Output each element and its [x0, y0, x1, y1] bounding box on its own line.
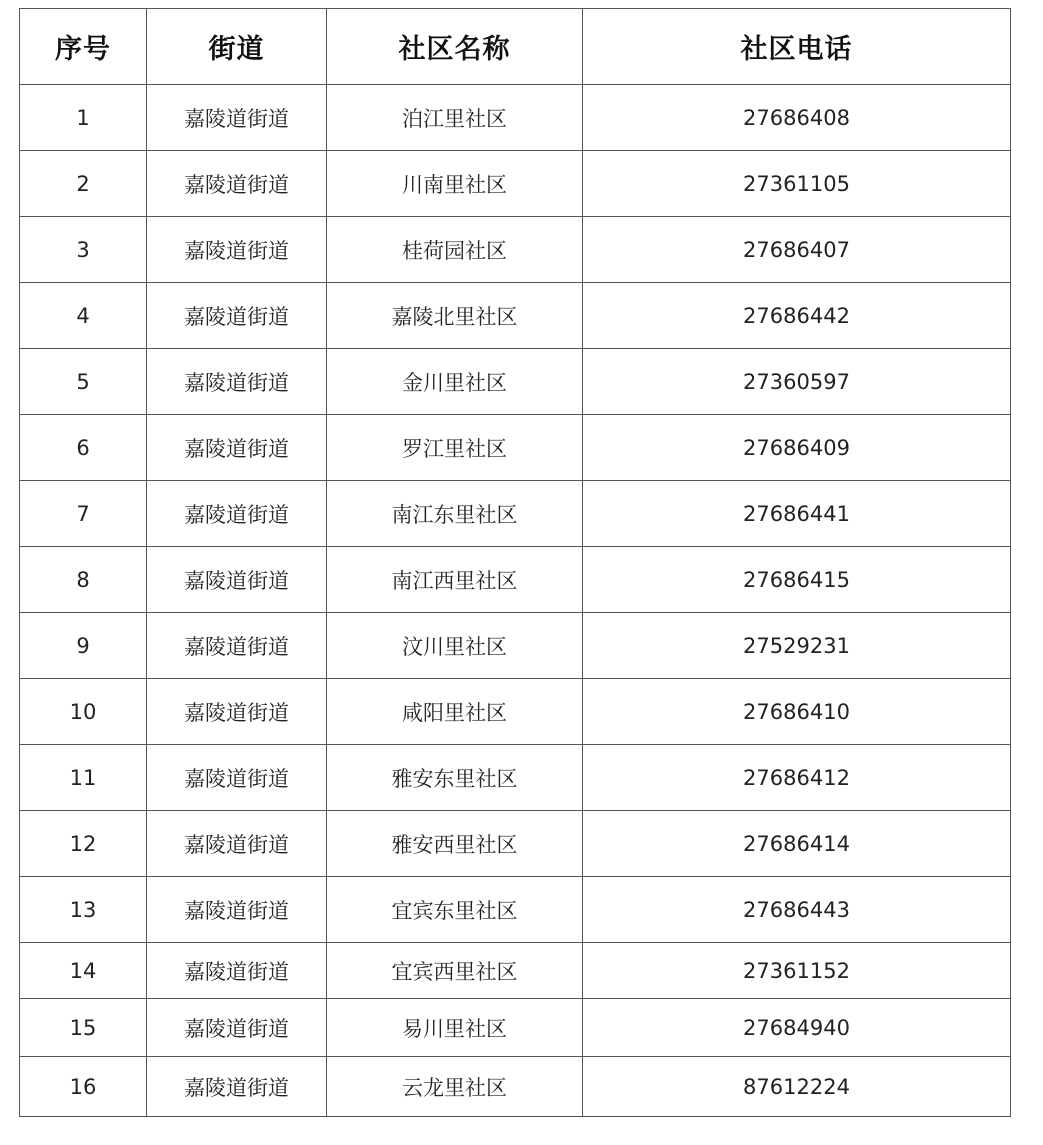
row-community: 南江东里社区: [327, 481, 583, 547]
row-phone: 27361105: [583, 151, 1011, 217]
row-number: 5: [20, 349, 147, 415]
row-street: 嘉陵道街道: [147, 85, 327, 151]
row-street: 嘉陵道街道: [147, 151, 327, 217]
row-community: 云龙里社区: [327, 1057, 583, 1117]
row-community: 嘉陵北里社区: [327, 283, 583, 349]
table-body: [20, 85, 1011, 1117]
row-phone: 27684940: [583, 999, 1011, 1057]
table-row: [20, 151, 1011, 217]
row-street: 嘉陵道街道: [147, 481, 327, 547]
row-street: 嘉陵道街道: [147, 349, 327, 415]
row-phone: 27686414: [583, 811, 1011, 877]
row-phone: 27686412: [583, 745, 1011, 811]
row-street: 嘉陵道街道: [147, 745, 327, 811]
row-street: 嘉陵道街道: [147, 1057, 327, 1117]
row-phone: 27686408: [583, 85, 1011, 151]
table-row: [20, 217, 1011, 283]
row-number: 16: [20, 1057, 147, 1117]
row-number: 12: [20, 811, 147, 877]
row-community: 川南里社区: [327, 151, 583, 217]
header-row: [20, 9, 1011, 85]
row-number: 13: [20, 877, 147, 943]
row-community: 汶川里社区: [327, 613, 583, 679]
table-row: [20, 811, 1011, 877]
row-number: 15: [20, 999, 147, 1057]
table-row: [20, 679, 1011, 745]
table-row: [20, 745, 1011, 811]
table-row: [20, 481, 1011, 547]
table-row: [20, 283, 1011, 349]
row-street: 嘉陵道街道: [147, 217, 327, 283]
row-number: 14: [20, 943, 147, 999]
row-phone: 27686415: [583, 547, 1011, 613]
row-community: 咸阳里社区: [327, 679, 583, 745]
row-street: 嘉陵道街道: [147, 613, 327, 679]
community-phone-table: [19, 8, 1011, 1117]
table-row: [20, 613, 1011, 679]
row-street: 嘉陵道街道: [147, 943, 327, 999]
row-street: 嘉陵道街道: [147, 877, 327, 943]
table-row: [20, 85, 1011, 151]
row-phone: 27686409: [583, 415, 1011, 481]
row-community: 宜宾西里社区: [327, 943, 583, 999]
table-row: [20, 1057, 1011, 1117]
row-phone: 27686441: [583, 481, 1011, 547]
row-community: 金川里社区: [327, 349, 583, 415]
community-table-container: [19, 8, 1010, 1117]
row-street: 嘉陵道街道: [147, 811, 327, 877]
row-community: 桂荷园社区: [327, 217, 583, 283]
row-number: 4: [20, 283, 147, 349]
row-street: 嘉陵道街道: [147, 415, 327, 481]
row-phone: 27686407: [583, 217, 1011, 283]
row-number: 10: [20, 679, 147, 745]
header-community-name: 社区名称: [327, 9, 583, 85]
table-row: [20, 415, 1011, 481]
row-community: 易川里社区: [327, 999, 583, 1057]
row-community: 罗江里社区: [327, 415, 583, 481]
row-phone: 27361152: [583, 943, 1011, 999]
header-street: 街道: [147, 9, 327, 85]
row-phone: 27360597: [583, 349, 1011, 415]
row-phone: 87612224: [583, 1057, 1011, 1117]
row-community: 雅安西里社区: [327, 811, 583, 877]
row-number: 1: [20, 85, 147, 151]
row-phone: 27686442: [583, 283, 1011, 349]
row-number: 3: [20, 217, 147, 283]
table-row: [20, 999, 1011, 1057]
row-number: 8: [20, 547, 147, 613]
row-street: 嘉陵道街道: [147, 679, 327, 745]
row-community: 泊江里社区: [327, 85, 583, 151]
table-row: [20, 943, 1011, 999]
row-street: 嘉陵道街道: [147, 547, 327, 613]
table-row: [20, 349, 1011, 415]
row-number: 9: [20, 613, 147, 679]
header-community-phone: 社区电话: [583, 9, 1011, 85]
row-phone: 27686443: [583, 877, 1011, 943]
table-row: [20, 547, 1011, 613]
row-phone: 27686410: [583, 679, 1011, 745]
row-street: 嘉陵道街道: [147, 999, 327, 1057]
header-number: 序号: [20, 9, 147, 85]
row-phone: 27529231: [583, 613, 1011, 679]
row-street: 嘉陵道街道: [147, 283, 327, 349]
row-number: 6: [20, 415, 147, 481]
row-number: 2: [20, 151, 147, 217]
row-number: 7: [20, 481, 147, 547]
row-number: 11: [20, 745, 147, 811]
table-header: [20, 9, 1011, 85]
row-community: 南江西里社区: [327, 547, 583, 613]
row-community: 雅安东里社区: [327, 745, 583, 811]
row-community: 宜宾东里社区: [327, 877, 583, 943]
table-row: [20, 877, 1011, 943]
